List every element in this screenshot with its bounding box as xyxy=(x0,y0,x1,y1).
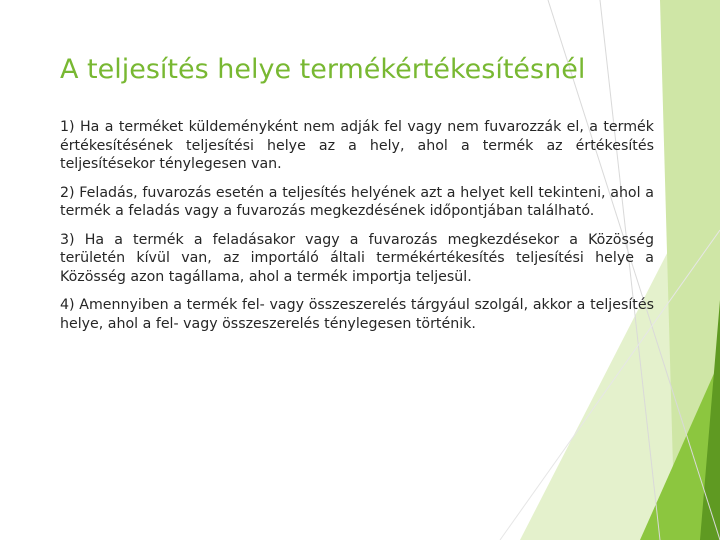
paragraph-3: 3) Ha a termék a feladásakor vagy a fuvarozás megkezdésekor a Közösség területén kívül van, az importáló általi termékértékesítés teljesítési helye a Közösség azon tagállama, ahol a termék importja teljesül. xyxy=(60,231,654,285)
slide-body xyxy=(60,118,654,343)
paragraph-2: 2) Feladás, fuvarozás esetén a teljesítés helyének azt a helyet kell tekinteni, ahol a termék a feladás vagy a fuvarozás megkezdésének időpontjában található. xyxy=(60,184,654,219)
slide-title: A teljesítés helye termékértékesítésnél xyxy=(60,54,586,85)
paragraph-1: 1) Ha a terméket küldeményként nem adják fel vagy nem fuvarozzák el, a termék értékesítésének teljesítési helye az a hely, ahol a termék az értékesítés teljesítésekor ténylegesen van. xyxy=(60,119,654,172)
paragraph-4: 4) Amennyiben a termék fel- vagy összeszerelés tárgyául szolgál, akkor a teljesítés helye, ahol a fel- vagy összeszerelés ténylegesen történik. xyxy=(60,297,654,332)
